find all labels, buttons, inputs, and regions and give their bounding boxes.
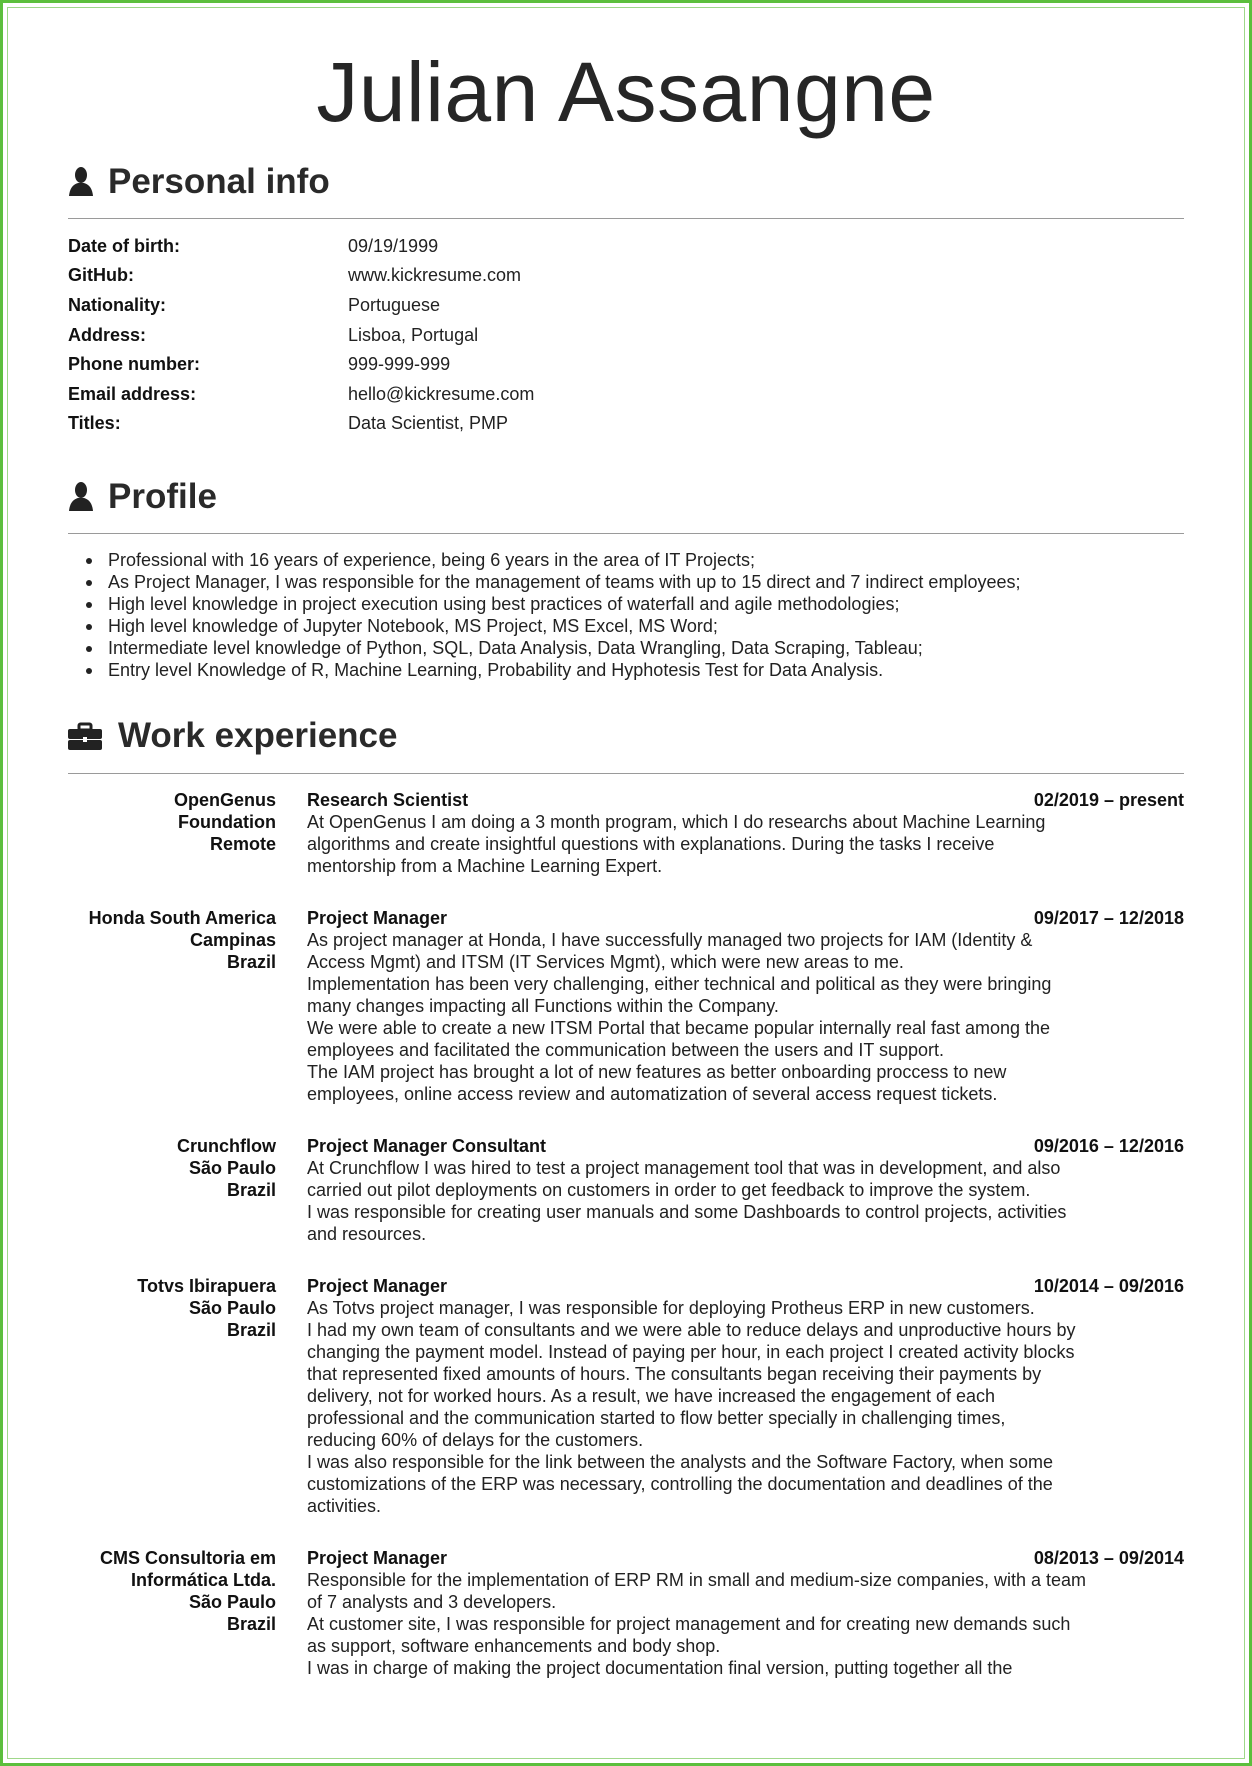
- info-label: GitHub:: [68, 265, 134, 285]
- section-divider: [68, 533, 1184, 534]
- job-role: Project Manager Consultant: [307, 1136, 547, 1156]
- section-title-profile: Profile: [108, 477, 217, 516]
- job-description-line: As project manager at Honda, I have successfully managed two projects for IAM (Identity &: [307, 930, 1033, 950]
- profile-bullet: [68, 593, 1184, 615]
- info-label: Titles:: [68, 413, 121, 433]
- person-icon: [68, 481, 98, 513]
- company-line: Foundation: [178, 812, 276, 832]
- job-description: [307, 1157, 1184, 1245]
- job-description-line: Implementation has been very challenging, either technical and political as they were bringing: [307, 974, 1052, 994]
- job-dates: 08/2013 – 09/2014: [1033, 1548, 1184, 1568]
- profile-bullet: [68, 571, 1184, 593]
- job-title-line: [307, 907, 1184, 929]
- job-title-line: [307, 1135, 1184, 1157]
- job-description-line: algorithms and create insightful questions with explanations. During the tasks I receive: [307, 834, 995, 854]
- job-description-line: delivery, not for worked hours. As a result, we have increased the engagement of each: [307, 1386, 996, 1406]
- bullet-dot: [86, 646, 92, 652]
- person-icon: [68, 166, 98, 198]
- company-line: Brazil: [226, 952, 276, 972]
- section-title-personal: Personal info: [108, 162, 330, 201]
- briefcase-icon: [68, 720, 102, 752]
- section-profile: [68, 475, 1184, 523]
- job-description-line: I was also responsible for the link between the analysts and the Software Factory, when some: [307, 1452, 1054, 1472]
- bullet-dot: [86, 580, 92, 586]
- job-description-line: carried out pilot deployments on customers in order to get feedback to improve the system.: [307, 1180, 1031, 1200]
- job-description-line: many changes impacting all Functions within the Company.: [307, 996, 779, 1016]
- section-work-experience: [68, 714, 1184, 762]
- company-line: Informática Ltda.: [130, 1570, 276, 1590]
- company-line: Campinas: [189, 930, 276, 950]
- job-dates: 02/2019 – present: [1033, 790, 1184, 810]
- personal-info-row: [68, 322, 1184, 348]
- job-description-line: As Totvs project manager, I was responsible for deploying Protheus ERP in new customers.: [307, 1298, 1035, 1318]
- company-line: Totvs Ibirapuera: [137, 1276, 276, 1296]
- job-details: [307, 789, 1184, 877]
- job-description-line: changing the payment model. Instead of paying per hour, in each project I created activity blocks: [307, 1342, 1075, 1362]
- info-label: Date of birth:: [68, 236, 180, 256]
- profile-bullet-text: As Project Manager, I was responsible for the management of teams with up to 15 direct and 7 indirect employees;: [108, 572, 1021, 592]
- company-line: São Paulo: [188, 1298, 276, 1318]
- section-title-work: Work experience: [118, 716, 398, 755]
- job-role: Project Manager: [307, 1276, 448, 1296]
- profile-bullet-text: Professional with 16 years of experience, being 6 years in the area of IT Projects;: [108, 550, 756, 570]
- company-line: Brazil: [226, 1180, 276, 1200]
- profile-bullet: [68, 659, 1184, 681]
- profile-bullet-text: Intermediate level knowledge of Python, SQL, Data Analysis, Data Wrangling, Data Scraping, Tableau;: [108, 638, 923, 658]
- profile-bullet-text: High level knowledge of Jupyter Notebook, MS Project, MS Excel, MS Word;: [108, 616, 718, 636]
- section-divider: [68, 773, 1184, 774]
- job-description-line: of 7 analysts and 3 developers.: [307, 1592, 557, 1612]
- job-title-line: [307, 1275, 1184, 1297]
- info-label: Address:: [68, 325, 147, 345]
- profile-bullet: [68, 637, 1184, 659]
- section-personal-info: [68, 160, 1184, 208]
- job-description-line: activities.: [307, 1496, 382, 1516]
- profile-list: [68, 549, 1184, 681]
- job-role: Research Scientist: [307, 790, 469, 810]
- job-description-line: employees and facilitated the communication between the users and IT support.: [307, 1040, 945, 1060]
- job-company: [68, 1275, 276, 1341]
- job-title-line: [307, 1547, 1184, 1569]
- job-details: [307, 1275, 1184, 1517]
- profile-bullet: [68, 615, 1184, 637]
- job-description-line: as support, software enhancements and body shop.: [307, 1636, 721, 1656]
- company-line: Remote: [209, 834, 276, 854]
- info-value: Portuguese: [348, 295, 441, 315]
- personal-info-row: [68, 233, 1184, 259]
- job-description-line: mentorship from a Machine Learning Expert.: [307, 856, 663, 876]
- personal-info-row: [68, 381, 1184, 407]
- job-description: [307, 929, 1184, 1105]
- job-description-line: At customer site, I was responsible for project management and for creating new demands such: [307, 1614, 1071, 1634]
- company-line: CMS Consultoria em: [99, 1548, 276, 1568]
- job-role: Project Manager: [307, 908, 448, 928]
- job-description-line: The IAM project has brought a lot of new features as better onboarding proccess to new: [307, 1062, 1007, 1082]
- job-details: [307, 907, 1184, 1105]
- job-company: [68, 907, 276, 973]
- company-line: São Paulo: [188, 1158, 276, 1178]
- job-dates: 09/2016 – 12/2016: [1033, 1136, 1184, 1156]
- profile-bullet-text: High level knowledge in project execution using best practices of waterfall and agile methodologies;: [108, 594, 900, 614]
- info-value: Lisboa, Portugal: [348, 325, 479, 345]
- job-title-line: [307, 789, 1184, 811]
- job-description: [307, 1569, 1184, 1679]
- job-description-line: customizations of the ERP was necessary, controlling the documentation and deadlines of the: [307, 1474, 1053, 1494]
- job-description-line: reducing 60% of delays for the customers.: [307, 1430, 644, 1450]
- section-divider: [68, 218, 1184, 219]
- job-company: [68, 1547, 276, 1635]
- job-dates: 10/2014 – 09/2016: [1033, 1276, 1184, 1296]
- job-details: [307, 1135, 1184, 1245]
- job-description-line: that represented fixed amounts of hours. The consultants began receiving their payments by: [307, 1364, 1042, 1384]
- personal-info-row: [68, 262, 1184, 288]
- company-line: São Paulo: [188, 1592, 276, 1612]
- company-line: Brazil: [226, 1614, 276, 1634]
- personal-info-row: [68, 292, 1184, 318]
- personal-info-row: [68, 410, 1184, 436]
- info-value: hello@kickresume.com: [348, 384, 535, 404]
- job-description: [307, 1297, 1184, 1517]
- job-description: [307, 811, 1184, 877]
- job-dates: 09/2017 – 12/2018: [1033, 908, 1184, 928]
- job-company: [68, 1135, 276, 1201]
- job-description-line: At OpenGenus I am doing a 3 month program, which I do researchs about Machine Learning: [307, 812, 1046, 832]
- job-description-line: employees, online access review and automatization of several access request tickets.: [307, 1084, 998, 1104]
- info-label: Nationality:: [68, 295, 167, 315]
- bullet-dot: [86, 624, 92, 630]
- info-value: www.kickresume.com: [348, 265, 522, 285]
- info-label: Phone number:: [68, 354, 201, 374]
- job-details: [307, 1547, 1184, 1679]
- job-description-line: I was responsible for creating user manuals and some Dashboards to control projects, activities: [307, 1202, 1067, 1222]
- job-description-line: and resources.: [307, 1224, 427, 1244]
- profile-bullet-text: Entry level Knowledge of R, Machine Learning, Probability and Hyphotesis Test for Data Analysis.: [108, 660, 884, 680]
- job-description-line: Responsible for the implementation of ERP RM in small and medium-size companies, with a team: [307, 1570, 1087, 1590]
- info-value: 999-999-999: [348, 354, 451, 374]
- job-company: [68, 789, 276, 855]
- bullet-dot: [86, 668, 92, 674]
- company-line: Honda South America: [88, 908, 276, 928]
- company-line: OpenGenus: [173, 790, 276, 810]
- company-line: Crunchflow: [177, 1136, 276, 1156]
- info-value: 09/19/1999: [348, 236, 439, 256]
- job-role: Project Manager: [307, 1548, 448, 1568]
- bullet-dot: [86, 558, 92, 564]
- job-description-line: Access Mgmt) and ITSM (IT Services Mgmt), which were new areas to me.: [307, 952, 904, 972]
- resume-name: Julian Assangne: [316, 45, 936, 139]
- bullet-dot: [86, 602, 92, 608]
- company-line: Brazil: [226, 1320, 276, 1340]
- job-description-line: We were able to create a new ITSM Portal that became popular internally real fast among the: [307, 1018, 1051, 1038]
- info-label: Email address:: [68, 384, 197, 404]
- job-description-line: I had my own team of consultants and we were able to reduce delays and unproductive hours by: [307, 1320, 1076, 1340]
- job-description-line: professional and the communication started to flow better specially in challenging times,: [307, 1408, 1006, 1428]
- info-value: Data Scientist, PMP: [348, 413, 509, 433]
- job-description-line: At Crunchflow I was hired to test a project management tool that was in development, and also: [307, 1158, 1061, 1178]
- job-description-line: I was in charge of making the project documentation final version, putting together all the: [307, 1658, 1013, 1678]
- profile-bullet: [68, 549, 1184, 571]
- personal-info-row: [68, 351, 1184, 377]
